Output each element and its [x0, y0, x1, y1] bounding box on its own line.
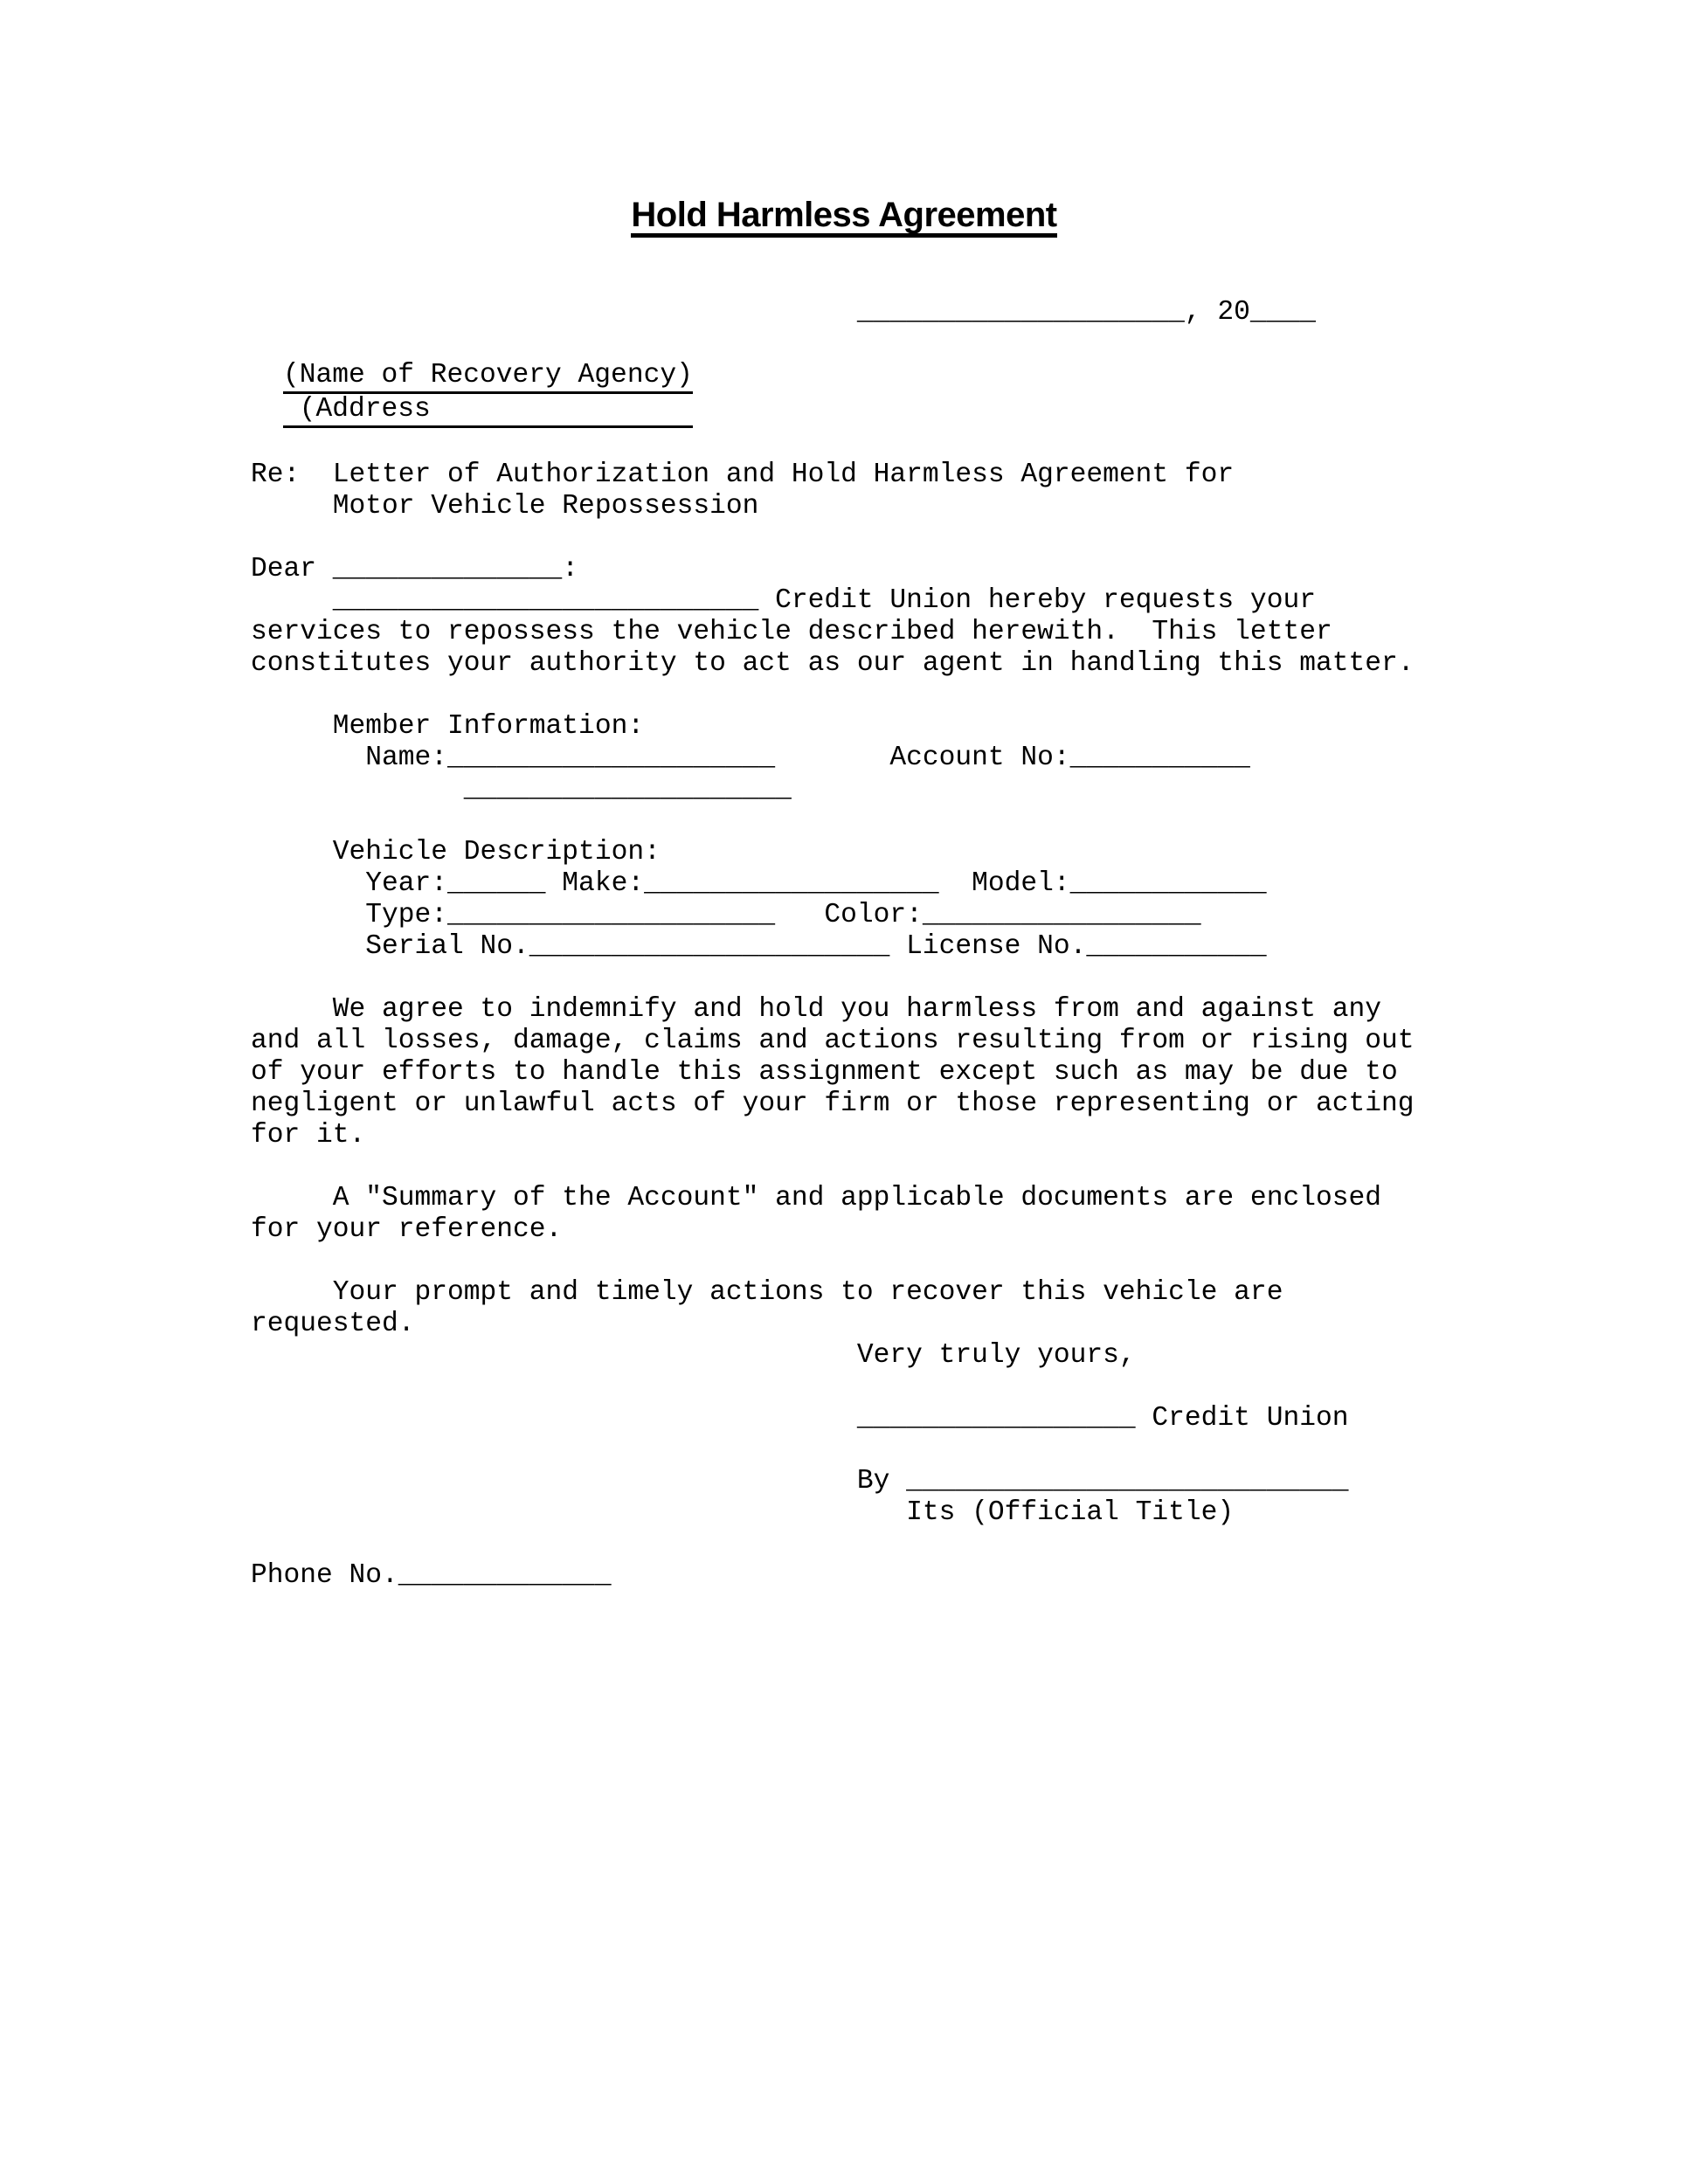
phone-number-line: Phone No._____________ — [251, 1560, 612, 1591]
blank-line — [251, 1529, 1688, 1560]
summary-note-line-2: for your reference. — [251, 1214, 563, 1245]
blank-line — [251, 1246, 1688, 1277]
indemnity-line-4: negligent or unlawful acts of your firm or those representing or acting — [251, 1089, 1415, 1119]
recovery-agency-line — [251, 360, 1688, 394]
by-signature-line: By ___________________________ — [251, 1466, 1349, 1496]
official-title-line: Its (Official Title) — [251, 1497, 1235, 1528]
blank-line — [251, 963, 1688, 994]
member-extra-blank-field: ____________________ — [251, 774, 792, 805]
blank-line — [251, 680, 1688, 711]
vehicle-year-make-model-fields: Year:______ Make:__________________ Model:____________ — [251, 868, 1267, 899]
title-section — [0, 0, 1688, 238]
blank-line — [251, 328, 1688, 360]
blank-line — [251, 1151, 1688, 1183]
vehicle-description-heading: Vehicle Description: — [251, 837, 661, 867]
member-info-heading: Member Information: — [251, 711, 645, 742]
intro-line-3: constitutes your authority to act as our agent in handling this matter. — [251, 648, 1415, 679]
prompt-note-line-2: requested. — [251, 1309, 415, 1339]
indemnity-line-3: of your efforts to handle this assignment except such as may be due to — [251, 1057, 1398, 1088]
indemnity-line-5: for it. — [251, 1120, 366, 1151]
salutation-line: Dear ______________: — [251, 554, 579, 584]
intro-line-2: services to repossess the vehicle described herewith. This letter — [251, 617, 1332, 647]
blank-line — [251, 428, 1688, 460]
blank-line — [251, 1372, 1688, 1403]
indemnity-line-1: We agree to indemnify and hold you harmless from and against any — [251, 994, 1381, 1025]
prompt-note-line-1: Your prompt and timely actions to recover this vehicle are — [251, 1277, 1283, 1308]
blank-line — [251, 522, 1688, 554]
blank-line — [251, 1434, 1688, 1466]
date-line: ____________________, 20____ — [251, 297, 1316, 328]
letter-body — [251, 297, 1688, 1592]
vehicle-type-color-fields: Type:____________________ Color:_________________ — [251, 900, 1201, 930]
subject-line-2: Motor Vehicle Repossession — [251, 491, 759, 522]
recovery-agency-label: (Name of Recovery Agency) — [283, 360, 693, 394]
address-label: (Address — [283, 394, 693, 428]
indemnity-line-2: and all losses, damage, claims and actions resulting from or rising out — [251, 1026, 1415, 1056]
valediction-line: Very truly yours, — [251, 1340, 1136, 1371]
address-line — [251, 394, 1688, 428]
summary-note-line-1: A "Summary of the Account" and applicable documents are enclosed — [251, 1183, 1381, 1213]
blank-line — [251, 805, 1688, 837]
credit-union-signature-line: _________________ Credit Union — [251, 1403, 1349, 1434]
member-name-account-fields: Name:____________________ Account No:___________ — [251, 743, 1250, 773]
page-title: Hold Harmless Agreement — [631, 197, 1056, 238]
vehicle-serial-license-fields: Serial No.______________________ License No.___________ — [251, 931, 1267, 962]
intro-line-1: __________________________ Credit Union hereby requests your — [251, 585, 1316, 616]
subject-line-1: Re: Letter of Authorization and Hold Harmless Agreement for — [251, 460, 1235, 490]
